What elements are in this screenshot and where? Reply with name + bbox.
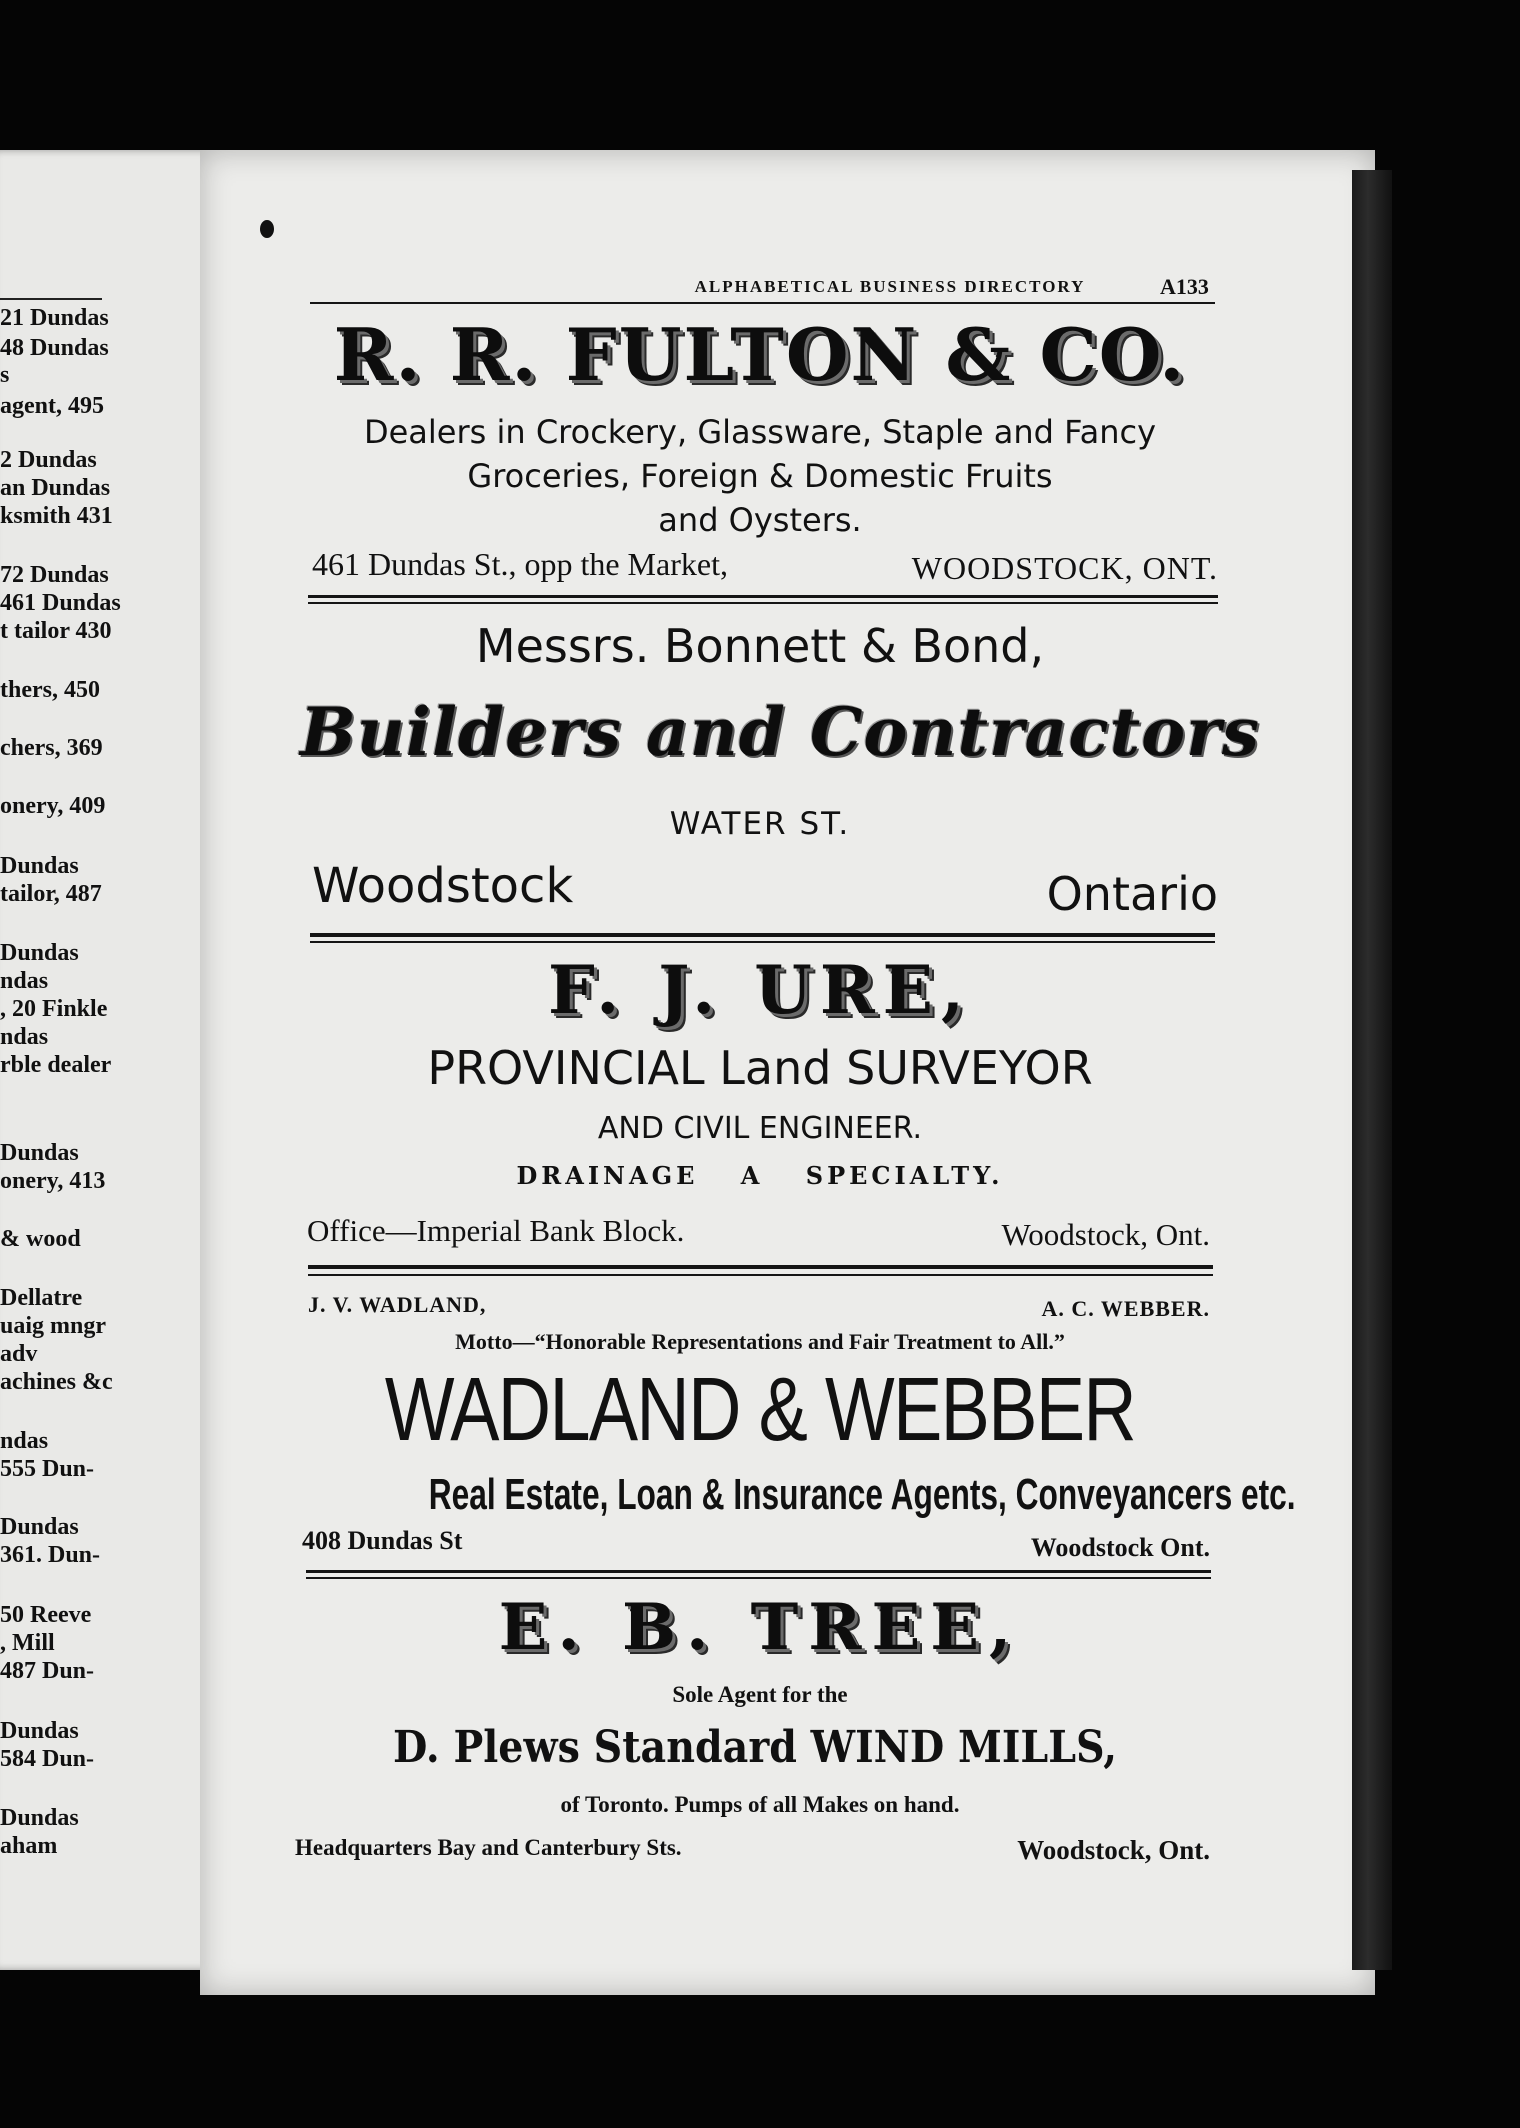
wadland-partner2: A. C. WEBBER. <box>1041 1296 1210 1321</box>
wadland-services: Real Estate, Loan & Insurance Agents, Conveyancers etc. <box>428 1470 1296 1519</box>
left-page-rule <box>0 298 102 300</box>
left-fragment: 361. Dun- <box>0 1542 101 1568</box>
divider-rule <box>308 1274 1213 1276</box>
left-fragment: 50 Reeve <box>0 1602 92 1628</box>
page-number: A133 <box>1160 274 1209 299</box>
left-fragment: agent, 495 <box>0 393 104 419</box>
tree-address: Headquarters Bay and Canterbury Sts. <box>295 1835 682 1860</box>
fulton-name: R. R. FULTON & CO. <box>333 312 1187 397</box>
header-rule <box>310 302 1215 304</box>
wadland-address: 408 Dundas St <box>302 1526 463 1555</box>
left-fragment: Dellatre <box>0 1285 83 1311</box>
left-fragment: s <box>0 362 10 388</box>
wadland-motto: Motto—“Honorable Representations and Fair Treatment to All.” <box>455 1329 1065 1354</box>
fulton-line3: and Oysters. <box>658 501 862 539</box>
left-fragment: Dundas <box>0 1805 79 1831</box>
left-fragment: adv <box>0 1341 38 1367</box>
ure-city: Woodstock, Ont. <box>1001 1217 1210 1252</box>
left-fragment: 461 Dundas <box>0 590 121 616</box>
left-fragment: achines &c <box>0 1369 113 1395</box>
divider-rule <box>308 595 1218 598</box>
fulton-address: 461 Dundas St., opp the Market, <box>312 546 728 582</box>
ink-blot <box>260 220 274 238</box>
bonnett-city: Woodstock <box>312 858 574 914</box>
left-fragment: tailor, 487 <box>0 881 102 907</box>
left-fragment: 72 Dundas <box>0 562 109 588</box>
left-fragment: aham <box>0 1833 58 1859</box>
ure-office: Office—Imperial Bank Block. <box>307 1213 685 1248</box>
wadland-city: Woodstock Ont. <box>1030 1533 1210 1562</box>
left-fragment: , 20 Finkle <box>0 996 108 1022</box>
left-fragment: Dundas <box>0 1718 79 1744</box>
left-fragment: onery, 413 <box>0 1168 106 1194</box>
left-fragment: & wood <box>0 1226 81 1252</box>
bonnett-name: Messrs. Bonnett & Bond, <box>475 619 1045 673</box>
left-fragment: t tailor 430 <box>0 618 112 644</box>
ure-title: PROVINCIAL Land SURVEYOR <box>427 1041 1093 1095</box>
bonnett-street: WATER ST. <box>669 806 851 842</box>
left-fragment: 21 Dundas <box>0 305 109 331</box>
divider-rule <box>308 602 1218 604</box>
left-fragment: 555 Dun- <box>0 1456 95 1482</box>
left-fragment: Dundas <box>0 853 79 879</box>
bonnett-trade: Builders and Contractors <box>300 693 1261 771</box>
left-fragment: 2 Dundas <box>0 447 97 473</box>
left-fragment: ndas <box>0 1024 49 1050</box>
left-fragment: 584 Dun- <box>0 1746 95 1772</box>
divider-rule <box>306 1570 1211 1573</box>
ure-subtitle: AND CIVIL ENGINEER. <box>597 1111 923 1146</box>
fulton-line1: Dealers in Crockery, Glassware, Staple and Fancy <box>363 413 1157 451</box>
left-fragment: ksmith 431 <box>0 503 113 529</box>
left-fragment: rble dealer <box>0 1052 112 1078</box>
left-fragment: uaig mngr <box>0 1313 107 1339</box>
left-fragment: Dundas <box>0 1140 79 1166</box>
left-fragment: onery, 409 <box>0 793 106 819</box>
tree-name: E. B. TREE, <box>498 1590 1022 1665</box>
left-fragment: an Dundas <box>0 475 111 501</box>
divider-rule <box>306 1577 1211 1579</box>
page-edge-shadow <box>1352 170 1392 1970</box>
fulton-line2: Groceries, Foreign & Domestic Fruits <box>467 457 1053 495</box>
divider-rule <box>310 933 1215 937</box>
left-fragment: chers, 369 <box>0 735 103 761</box>
divider-rule <box>310 941 1215 943</box>
wadland-name: WADLAND & WEBBER <box>384 1360 1136 1460</box>
tree-role: Sole Agent for the <box>672 1682 848 1707</box>
fulton-city: WOODSTOCK, ONT. <box>911 550 1218 586</box>
tree-product: D. Plews Standard WIND MILLS, <box>392 1722 1118 1773</box>
divider-rule <box>308 1265 1213 1269</box>
ure-name: F. J. URE, <box>548 951 972 1029</box>
running-head: ALPHABETICAL BUSINESS DIRECTORY <box>694 277 1086 296</box>
tree-city: Woodstock, Ont. <box>1017 1835 1210 1865</box>
left-fragment: thers, 450 <box>0 677 100 703</box>
left-fragment: ndas <box>0 968 49 994</box>
left-fragment: 487 Dun- <box>0 1658 95 1684</box>
wadland-partner1: J. V. WADLAND, <box>308 1292 487 1317</box>
left-fragment: 48 Dundas <box>0 335 109 361</box>
ure-specialty: DRAINAGE A SPECIALTY. <box>516 1161 1004 1190</box>
left-fragment: ndas <box>0 1428 49 1454</box>
left-fragment: Dundas <box>0 1514 79 1540</box>
left-facing-page <box>0 150 215 1970</box>
bonnett-province: Ontario <box>1046 867 1218 921</box>
left-fragment: Dundas <box>0 940 79 966</box>
tree-note: of Toronto. Pumps of all Makes on hand. <box>560 1792 960 1817</box>
directory-page <box>200 150 1375 1995</box>
left-fragment: , Mill <box>0 1630 55 1656</box>
